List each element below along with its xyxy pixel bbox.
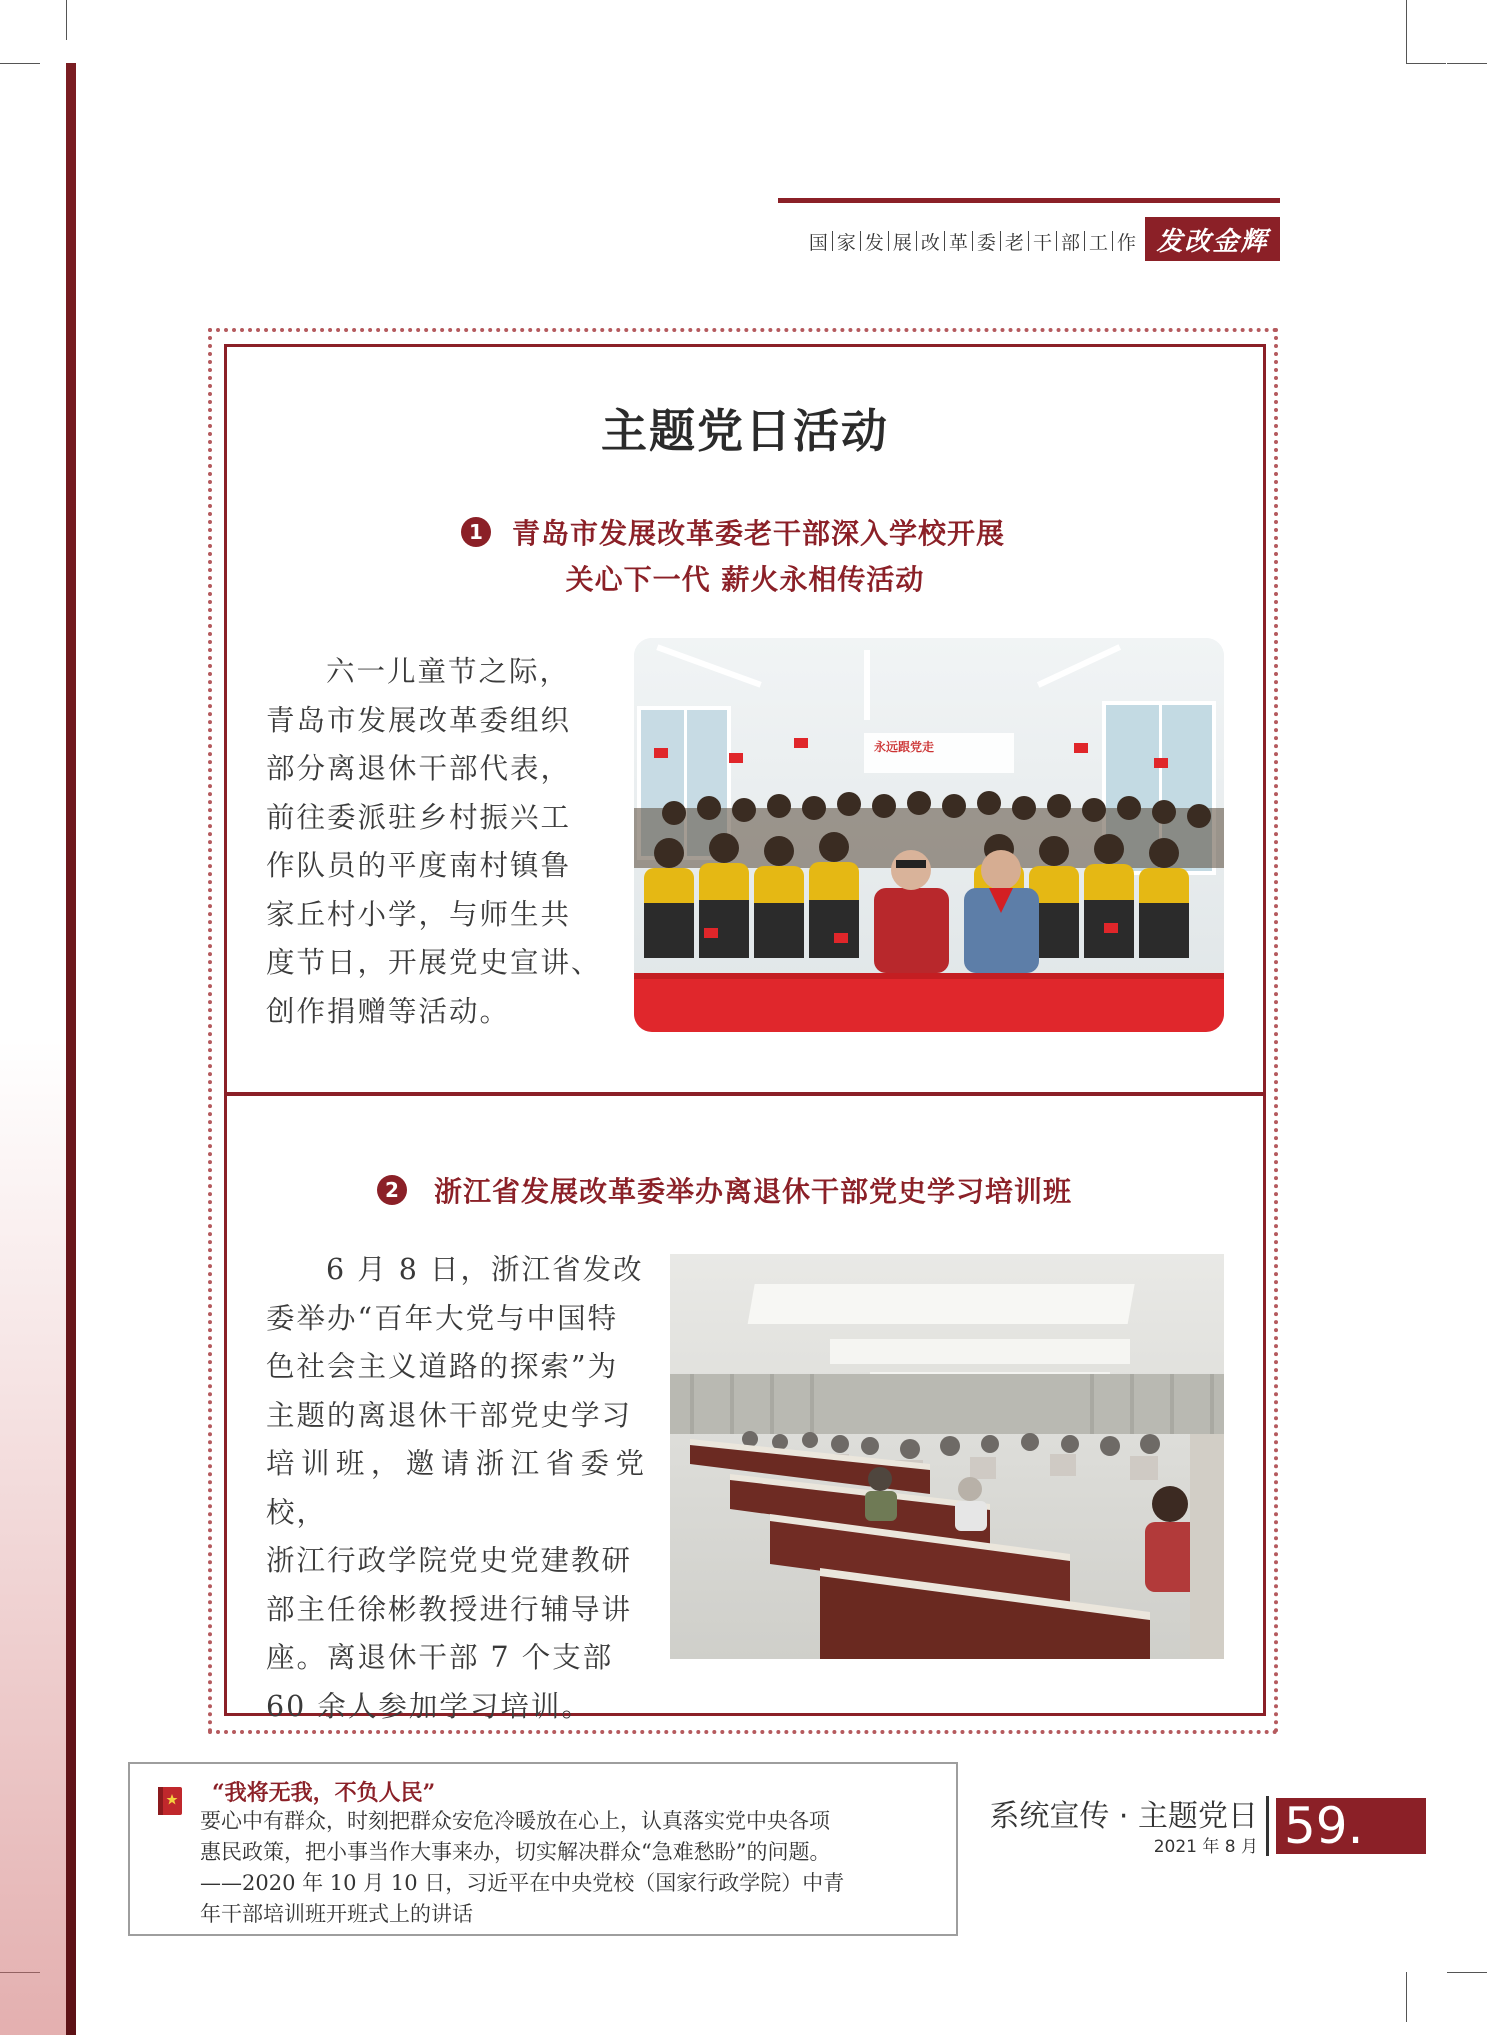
- page-title: 主题党日活动: [601, 404, 889, 458]
- text-line: 部分离退休干部代表，: [266, 752, 572, 785]
- text-line: 座。离退休干部 7 个支部: [266, 1641, 614, 1674]
- page-number: 59.: [1276, 1798, 1426, 1854]
- header-char: 家: [836, 231, 856, 254]
- header-char: 工: [1088, 231, 1108, 254]
- header-char: 国: [808, 231, 828, 254]
- crop-mark: [1406, 15, 1407, 63]
- text-line: 创作捐赠等活动。: [266, 994, 511, 1028]
- text-line: 青岛市发展改革委组织: [266, 703, 572, 737]
- crop-mark: [1447, 1972, 1487, 1973]
- section1-heading-line2: 关心下一代 薪火永相传活动: [565, 563, 925, 596]
- footer-divider: [1266, 1796, 1269, 1856]
- header-separator: [1000, 231, 1001, 251]
- lecture-hall-photo: [670, 1254, 1224, 1659]
- header-separator: [1028, 231, 1029, 251]
- text-line: 度节日，开展党史宣讲、: [266, 946, 602, 979]
- header-char: 发: [864, 231, 884, 254]
- spine-gradient: [0, 1040, 66, 2035]
- header-char: 改: [920, 231, 940, 254]
- quote-body: [200, 1806, 940, 1930]
- section1-body: [266, 648, 606, 1036]
- text-line: 部主任徐彬教授进行辅导讲: [266, 1592, 633, 1626]
- text-line: 培训班，邀请浙江省委党校，: [266, 1447, 646, 1529]
- crop-mark: [0, 63, 40, 64]
- section2-body: [266, 1246, 646, 1731]
- header-char: 革: [948, 231, 968, 254]
- text-line: 作队员的平度南村镇鲁: [266, 849, 572, 882]
- quote-title: “我将无我，不负人民”: [212, 1780, 436, 1806]
- text-line: 6 月 8 日，浙江省发改: [326, 1253, 644, 1286]
- section-number-badge: 1: [461, 517, 491, 547]
- red-book-icon: [156, 1786, 184, 1816]
- header-separator: [832, 231, 833, 251]
- quote-line: 要心中有群众，时刻把群众安危冷暖放在心上，认真落实党中央各项: [200, 1809, 830, 1833]
- header-char: 干: [1032, 231, 1052, 254]
- classroom-group-photo: [634, 638, 1224, 1032]
- header-separator: [860, 231, 861, 251]
- header-organization: [776, 226, 1136, 256]
- header-rule: [778, 198, 1280, 203]
- text-line: 家丘村小学，与师生共: [266, 897, 572, 931]
- header-separator: [972, 231, 973, 251]
- text-line: 主题的离退休干部党史学习: [266, 1398, 633, 1432]
- header-separator: [1056, 231, 1057, 251]
- crop-mark: [1447, 63, 1487, 64]
- quote-line: 年干部培训班开班式上的讲话: [200, 1902, 473, 1926]
- header-char: 部: [1060, 231, 1080, 254]
- footer-date: 2021 年 8 月: [1153, 1837, 1258, 1857]
- header-badge: 发改金辉: [1145, 217, 1280, 261]
- crop-mark: [1406, 63, 1446, 64]
- header-char: 委: [976, 231, 996, 254]
- text-line: 浙江行政学院党史党建教研: [266, 1544, 633, 1577]
- crop-mark: [66, 0, 67, 40]
- quote-line: 惠民政策，把小事当作大事来办，切实解决群众“急难愁盼”的问题。: [200, 1840, 831, 1864]
- text-line: 六一儿童节之际，: [326, 655, 571, 688]
- quote-line: ——2020 年 10 月 10 日，习近平在中央党校（国家行政学院）中青: [200, 1871, 845, 1895]
- footer-section-name: 系统宣传 · 主题党日: [989, 1799, 1258, 1834]
- section2-heading: 浙江省发展改革委举办离退休干部党史学习培训班: [434, 1175, 1073, 1208]
- header-separator: [1112, 231, 1113, 251]
- text-line: 前往委派驻乡村振兴工: [266, 800, 572, 834]
- header-char: 作: [1116, 231, 1136, 254]
- section1-heading-line1: 青岛市发展改革委老干部深入学校开展: [512, 517, 1006, 550]
- header-separator: [1084, 231, 1085, 251]
- text-line: 60 余人参加学习培训。: [266, 1689, 592, 1723]
- header-separator: [944, 231, 945, 251]
- text-line: 委举办“百年大党与中国特: [266, 1301, 619, 1335]
- header-separator: [888, 231, 889, 251]
- header-separator: [916, 231, 917, 251]
- photo-banner-text: 永远跟党走: [874, 740, 935, 754]
- header-char: 老: [1004, 231, 1024, 254]
- crop-mark: [1406, 1972, 1407, 2022]
- section-number-badge: 2: [377, 1175, 407, 1205]
- text-line: 色社会主义道路的探索”为: [266, 1350, 619, 1383]
- spine-bar: [66, 63, 76, 2035]
- header-char: 展: [892, 231, 912, 254]
- section-divider: [224, 1092, 1266, 1096]
